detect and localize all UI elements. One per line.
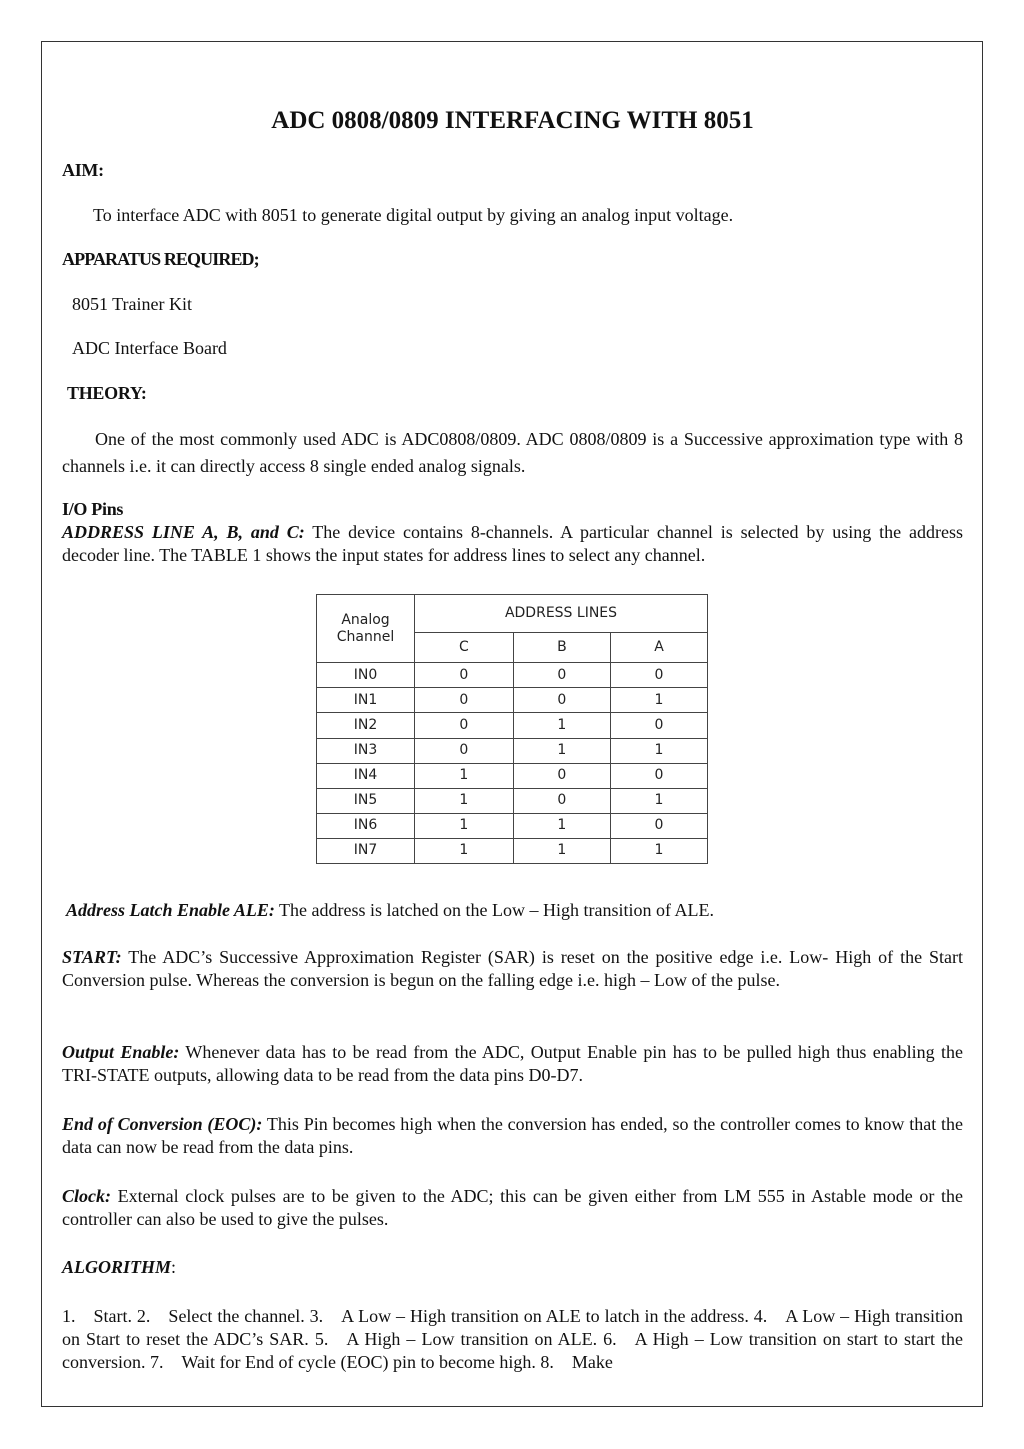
- table-row: [317, 763, 708, 788]
- eoc-paragraph: [62, 1113, 963, 1159]
- eoc-label: End of Conversion (EOC):: [62, 1114, 263, 1134]
- table-cell-bit: 0: [513, 763, 610, 788]
- table-header-analog-channel: [317, 595, 415, 663]
- algorithm-steps: 1. Start. 2. Select the channel. 3. A Low – High transition on ALE to latch in the address. 4. A Low – High transition on Start to reset the ADC’s SAR. 5. A High – Low transition on ALE. 6. A High – Low transition on start to start the conversion. 7. Wait for End of cycle (EOC) pin to become high. 8. Make: [62, 1306, 963, 1372]
- table-cell-bit: 1: [610, 788, 707, 813]
- output-enable-paragraph: [62, 1041, 963, 1087]
- table-header-a: A: [610, 632, 707, 663]
- table-cell-bit: 1: [513, 713, 610, 738]
- apparatus-heading: APPARATUS REQUIRED;: [62, 249, 259, 269]
- clock-paragraph: [62, 1185, 963, 1231]
- table-cell-bit: 1: [415, 763, 514, 788]
- table-row: [317, 838, 708, 863]
- table-cell-channel: IN4: [317, 763, 415, 788]
- start-paragraph: [62, 946, 963, 992]
- table-header-address-lines: ADDRESS LINES: [415, 595, 708, 633]
- table-cell-bit: 1: [415, 788, 514, 813]
- table-cell-bit: 1: [610, 838, 707, 863]
- table-cell-bit: 0: [513, 688, 610, 713]
- address-line-label: ADDRESS LINE A, B, and C:: [62, 522, 305, 542]
- output-enable-label: Output Enable:: [62, 1042, 180, 1062]
- ale-paragraph: [66, 899, 967, 922]
- apparatus-item-2: ADC Interface Board: [72, 338, 227, 358]
- start-label: START:: [62, 947, 122, 967]
- start-text: The ADC’s Successive Approximation Register (SAR) is reset on the positive edge i.e. Low- High of the Start Conversion pulse. Whereas the conversion is begun on the falling edge i.e. high – Low of the pulse.: [62, 947, 963, 990]
- table-row: [317, 788, 708, 813]
- table-cell-bit: 1: [415, 813, 514, 838]
- table-cell-bit: 0: [415, 738, 514, 763]
- table-cell-bit: 0: [610, 763, 707, 788]
- table-header-c: C: [415, 632, 514, 663]
- io-pins-heading: I/O Pins: [62, 499, 124, 519]
- header-channel-line: Channel: [336, 628, 395, 645]
- channel-table: [316, 594, 708, 864]
- table-cell-bit: 1: [513, 813, 610, 838]
- table-body: [317, 663, 708, 864]
- table-cell-bit: 1: [610, 738, 707, 763]
- table-cell-bit: 0: [610, 813, 707, 838]
- table-cell-bit: 0: [415, 688, 514, 713]
- algorithm-label: ALGORITHM: [62, 1257, 172, 1277]
- table-row: [317, 713, 708, 738]
- table-row: [317, 688, 708, 713]
- table-cell-channel: IN3: [317, 738, 415, 763]
- table-cell-bit: 1: [513, 838, 610, 863]
- table-row: [317, 663, 708, 688]
- clock-label: Clock:: [62, 1186, 111, 1206]
- header-analog-line: Analog: [341, 611, 390, 628]
- table-cell-bit: 0: [415, 713, 514, 738]
- table-cell-bit: 0: [513, 788, 610, 813]
- table-cell-bit: 0: [415, 663, 514, 688]
- aim-heading: AIM:: [62, 160, 104, 180]
- table-cell-channel: IN0: [317, 663, 415, 688]
- table-cell-bit: 0: [610, 663, 707, 688]
- table-cell-channel: IN2: [317, 713, 415, 738]
- table-cell-channel: IN5: [317, 788, 415, 813]
- eoc-text: This Pin becomes high when the conversion has ended, so the controller comes to know that the data can now be read from the data pins.: [62, 1114, 963, 1157]
- algorithm-heading: [62, 1256, 963, 1279]
- address-line-paragraph: [62, 521, 963, 567]
- table-cell-channel: IN1: [317, 688, 415, 713]
- ale-text: The address is latched on the Low – High transition of ALE.: [274, 900, 714, 920]
- algorithm-colon: :: [171, 1257, 177, 1277]
- table-cell-channel: IN7: [317, 838, 415, 863]
- address-line-text: The device contains 8-channels. A particular channel is selected by using the address decoder line. The TABLE 1 shows the input states for address lines to select any channel.: [62, 522, 963, 565]
- table-header-b: B: [513, 632, 610, 663]
- ale-label: Address Latch Enable ALE:: [66, 900, 275, 920]
- table-cell-bit: 1: [415, 838, 514, 863]
- table-cell-bit: 1: [610, 688, 707, 713]
- table-cell-bit: 0: [610, 713, 707, 738]
- channel-address-table: [316, 594, 708, 864]
- theory-text: One of the most commonly used ADC is ADC0808/0809. ADC 0808/0809 is a Successive approximation type with 8 channels i.e. it can directly access 8 single ended analog signals.: [62, 429, 963, 476]
- output-enable-text: Whenever data has to be read from the ADC, Output Enable pin has to be pulled high thus enabling the TRI-STATE outputs, allowing data to be read from the data pins D0-D7.: [62, 1042, 963, 1085]
- document-title: ADC 0808/0809 INTERFACING WITH 8051: [271, 107, 754, 134]
- aim-text: To interface ADC with 8051 to generate digital output by giving an analog input voltage.: [93, 205, 734, 225]
- table-cell-channel: IN6: [317, 813, 415, 838]
- table-row: [317, 813, 708, 838]
- clock-text: External clock pulses are to be given to the ADC; this can be given either from LM 555 in Astable mode or the controller can also be used to give the pulses.: [62, 1186, 963, 1229]
- apparatus-item-1: 8051 Trainer Kit: [72, 294, 193, 314]
- theory-heading: THEORY:: [67, 383, 147, 403]
- table-cell-bit: 1: [513, 738, 610, 763]
- table-cell-bit: 0: [513, 663, 610, 688]
- table-row: [317, 738, 708, 763]
